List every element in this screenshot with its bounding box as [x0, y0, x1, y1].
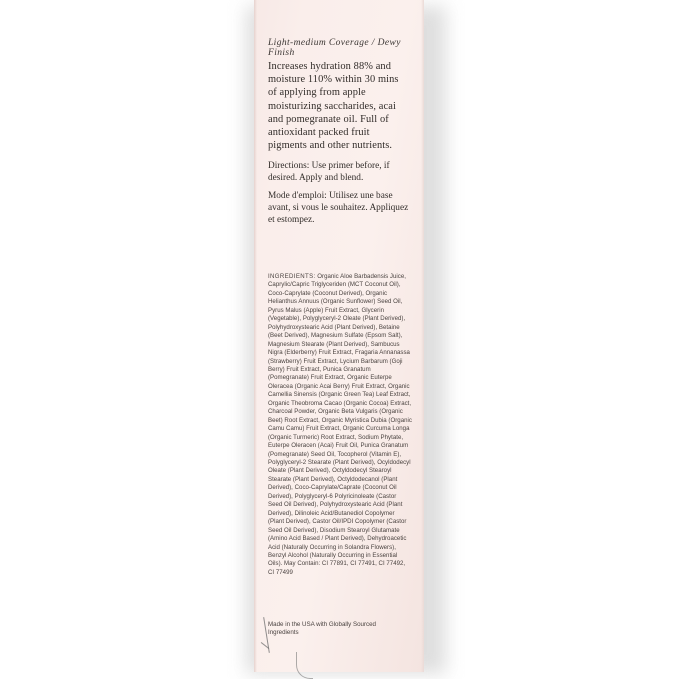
- directions-french: Mode d'emploi: Utilisez une base avant, si vous le souhaitez. Appliquez et estompez.: [268, 191, 409, 225]
- directions-english: Directions: Use primer before, if desired. Apply and blend.: [268, 161, 390, 183]
- package-text-content: [266, 0, 412, 672]
- ingredients-label: INGREDIENTS:: [268, 273, 316, 280]
- package-left-fold-edge: [254, 0, 257, 672]
- ingredients-block: [268, 273, 412, 577]
- hydration-claim-paragraph: Increases hydration 88% and moisture 110% within 30 mins of applying from apple moisturizing saccharides, acai and pomegranate oil. Full of antioxidant packed fruit pigments and other nutrients.: [268, 61, 399, 152]
- product-package-panel: [254, 0, 424, 672]
- package-right-fold-edge: [421, 0, 424, 672]
- coverage-finish-tagline: Light-medium Coverage / Dewy Finish: [268, 38, 401, 58]
- ingredients-list: Organic Aloe Barbadensis Juice, Caprylic/Capric Triglyceriden (MCT Coconut Oil), Coco-Caprylate (Coconut Derived), Organic Helianthus Annuus (Organic Sunflower) Seed Oil, Pyrus Malus (Apple) Fruit Extract, Glycerin (Vegetable), Polyglyceryl-2 Oleate (Plant Derived), Polyhydroxystearic Acid (Plant Derived), Betaine (Beet Derived), Magnesium Sulfate (Epsom Salt), Magnesium Stearate (Plant Derived), Sambucus Nigra (Elderberry) Fruit Extract, Fragaria Annanassa (Strawberry) Fruit Extract, Lycium Barbarum (Goji Berry) Fruit Extract, Punica Granatum (Pomegranate) Fruit Extract, Organic Euterpe Oleracea (Organic Acai Berry) Fruit Extract, Organic Camellia Sinensis (Organic Green Tea) Leaf Extract, Organic Theobroma Cacao (Organic Cocoa) Extract, Charcoal Powder, Organic Beta Vulgaris (Organic Beet) Root Extract, Organic Myristica Dubia (Organic Camu Camu) Fruit Extract, Organic Curcuma Longa (Organic Turmeric) Root Extract, Sodium Phytate, Euterpe Oleracen (Acai) Fruit Oil, Punica Granatum (Pomegranate) Seed Oil, Tocopherol (Vitamin E), Polyglyceryl-2 Stearate (Plant Derived), Ocyldodecyl Oleate (Plant Derived), Octyldodecyl Stearoyl Stearate (Plant Derived), Octyldodecanol (Plant Derived), Coco-Caprylate/Caprate (Coconut Oil Derived), Polyglyceryl-6 Polyricinoleate (Castor Seed Oil Derived), Polyhydroxystearic Acid (Plant Derived), Dilinoleic Acid/Butanediol Copolymer (Plant Derived), Castor Oil/IPDI Copolymer (Castor Seed Oil Derived), Disodium Stearoyl Glutamate (Amino Acid Based / Plant Derived), Dehydroacetic Acid (Naturally Occurring in Solandra Flowers), Benzyl Alcohol (Naturally Occurring in Essential Oils). May Contain: CI 77891, CI 77491, CI 77492, CI 77499: [268, 273, 412, 576]
- country-of-origin-text: Made in the USA with Globally Sourced Ingredients: [268, 621, 376, 637]
- pencil-mark-arc: [296, 652, 313, 679]
